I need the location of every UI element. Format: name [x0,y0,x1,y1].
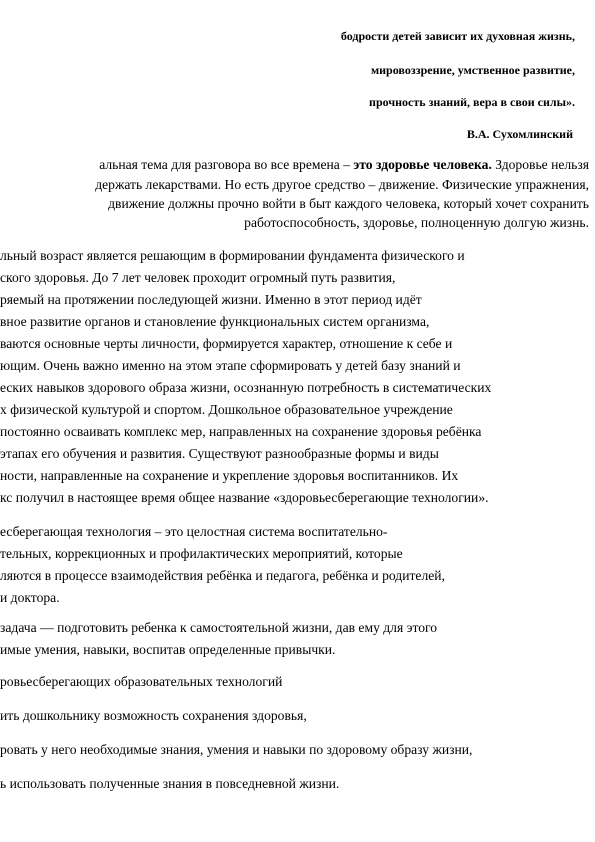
paragraph-line: вное развитие органов и становление функциональных систем организма, [0,314,430,329]
paragraph-line: и доктора. [0,590,60,605]
epigraph-line: прочность знаний, вера в свои силы». [369,95,575,109]
paragraph-line: кс получил в настоящее время общее название «здоровьесберегающие технологии». [0,490,489,505]
intro-line: держать лекарствами. Но есть другое средство – движение. Физические упражнения, [95,177,589,192]
epigraph-author: В.А. Сухомлинский [466,127,573,141]
intro-emphasis: это здоровье человека. [353,157,492,172]
intro-line: работоспособность, здоровье, полноценную долгую жизнь. [244,215,589,230]
paragraph-line: постоянно осваивать комплекс мер, направленных на сохранение здоровья ребёнка [0,424,482,439]
paragraph-line: тельных, коррекционных и профилактических мероприятий, которые [0,546,403,561]
paragraph-line: льный возраст является решающим в формировании фундамента физического и [0,248,465,263]
goal-item: ровать у него необходимые знания, умения и навыки по здоровому образу жизни, [0,742,473,757]
intro-text: Здоровье нельзя [491,157,589,172]
paragraph-line: задача — подготовить ребенка к самостоятельной жизни, дав ему для этого [0,620,438,635]
intro-text: альная тема для разговора во все времена – [99,157,354,172]
paragraph-line: ряемый на протяжении последующей жизни. Именно в этот период идёт [0,292,422,307]
paragraph-line: имые умения, навыки, воспитав определенные привычки. [0,642,336,657]
epigraph-line: мировоззрение, умственное развитие, [370,63,575,77]
goal-item: ь использовать полученные знания в повседневной жизни. [0,776,340,791]
paragraph-line: ющим. Очень важно именно на этом этапе сформировать у детей базу знаний и [0,358,461,373]
paragraph-line: х физической культурой и спортом. Дошкольное образовательное учреждение [0,402,453,417]
paragraph-line: еских навыков здорового образа жизни, осознанную потребность в систематических [0,380,492,395]
paragraph-line: этапах его обучения и развития. Существуют разнообразные формы и виды [0,446,439,461]
intro-line [99,157,589,173]
goals-heading: ровьесберегающих образовательных технологий [0,674,283,689]
paragraph-line: ности, направленные на сохранение и укрепление здоровья воспитанников. Их [0,468,459,483]
intro-line: движение должны прочно войти в быт каждого человека, который хочет сохранить [108,196,589,211]
goal-item: ить дошкольнику возможность сохранения здоровья, [0,708,307,723]
paragraph-line: ваются основные черты личности, формируется характер, отношение к себе и [0,336,453,351]
paragraph-line: ляются в процессе взаимодействия ребёнка и педагога, ребёнка и родителей, [0,568,445,583]
paragraph-line: есберегающая технология – это целостная система воспитательно- [0,524,388,539]
epigraph-line: бодрости детей зависит их духовная жизнь, [340,29,575,43]
paragraph-line: ского здоровья. До 7 лет человек проходит огромный путь развития, [0,270,396,285]
